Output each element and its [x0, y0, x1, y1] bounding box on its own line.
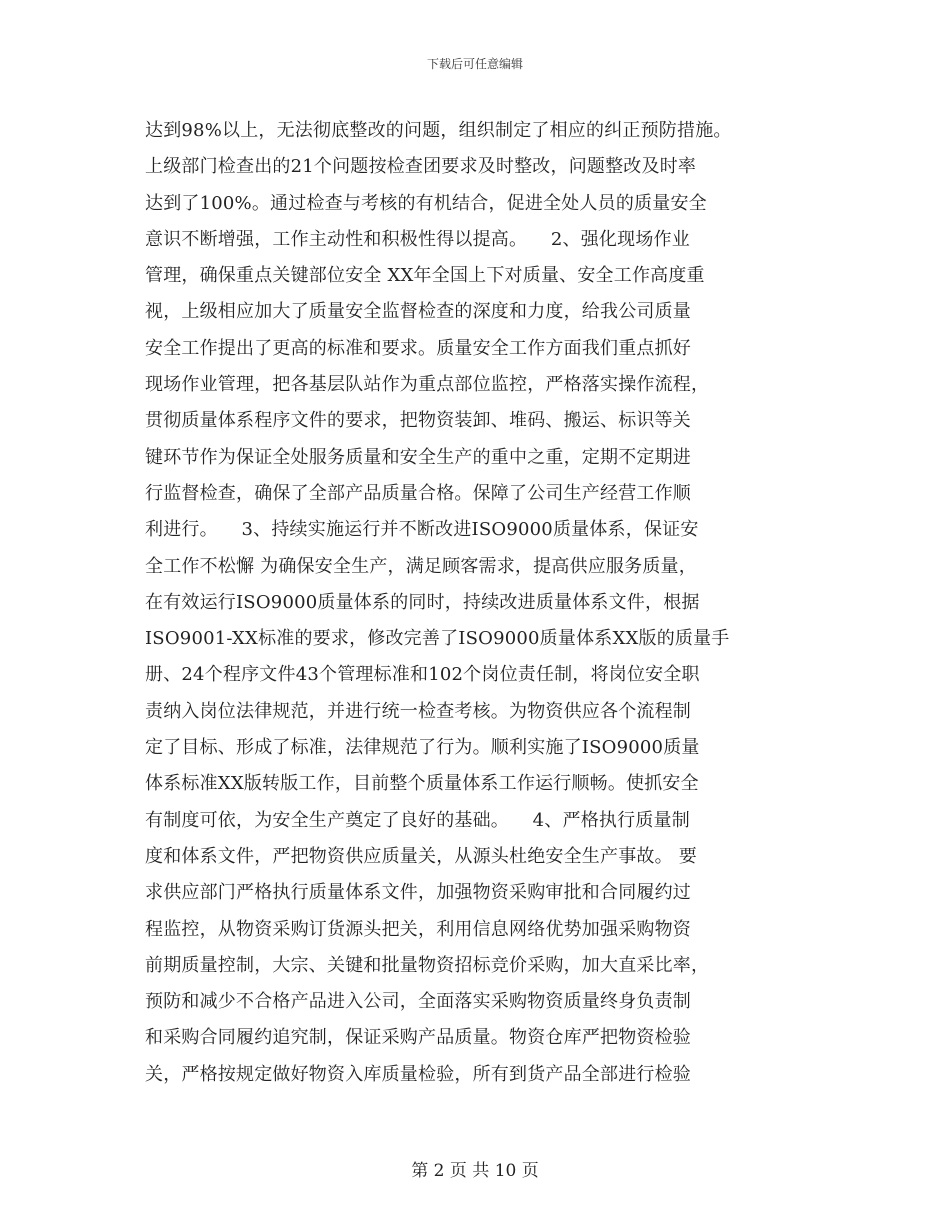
- body-line: 利进行。 3、持续实施运行并不断改进ISO9000质量体系，保证安: [145, 519, 699, 541]
- body-line: 意识不断增强，工作主动性和积极性得以提高。 2、强化现场作业: [145, 228, 690, 250]
- body-line: 程监控，从物资采购订货源头把关，利用信息网络优势加强采购物资: [145, 918, 691, 940]
- body-line: 现场作业管理，把各基层队站作为重点部位监控，严格落实操作流程，: [145, 374, 710, 396]
- body-line: 上级部门检查出的21个问题按检查团要求及时整改，问题整改及时率: [145, 156, 697, 178]
- body-line: 视，上级相应加大了质量安全监督检查的深度和力度，给我公司质量: [145, 301, 691, 323]
- document-body: [145, 113, 815, 1093]
- body-line: 册、24个程序文件43个管理标准和102个岗位责任制，将岗位安全职: [145, 664, 700, 686]
- body-line: 求供应部门严格执行质量体系文件，加强物资采购审批和合同履约过: [145, 882, 691, 904]
- body-line: 安全工作提出了更高的标准和要求。质量安全工作方面我们重点抓好: [145, 337, 691, 359]
- body-line: 前期质量控制，大宗、关键和批量物资招标竞价采购，加大直采比率，: [145, 954, 710, 976]
- body-line: 键环节作为保证全处服务质量和安全生产的重中之重，定期不定期进: [145, 446, 691, 468]
- body-line: 有制度可依，为安全生产奠定了良好的基础。 4、严格执行质量制: [145, 809, 690, 831]
- body-line: 行监督检查，确保了全部产品质量合格。保障了公司生产经营工作顺: [145, 482, 691, 504]
- page-number-footer: 第 2 页 共 10 页: [411, 1161, 539, 1181]
- body-line: 体系标准XX版转版工作，目前整个质量体系工作运行顺畅。使抓安全: [145, 773, 699, 795]
- body-line: 贯彻质量体系程序文件的要求，把物资装卸、堆码、搬运、标识等关: [145, 410, 691, 432]
- body-line: ISO9001-XX标准的要求，修改完善了ISO9000质量体系XX版的质量手: [145, 628, 730, 650]
- body-line: 达到了100%。通过检查与考核的有机结合，促进全处人员的质量安全: [145, 192, 707, 214]
- body-line: 度和体系文件，严把物资供应质量关，从源头杜绝安全生产事故。 要: [145, 845, 697, 867]
- body-line: 达到98%以上，无法彻底整改的问题，组织制定了相应的纠正预防措施。: [145, 120, 732, 141]
- body-line: 预防和减少不合格产品进入公司，全面落实采购物资质量终身负责制: [145, 991, 691, 1013]
- body-line: 管理，确保重点关键部位安全 XX年全国上下对质量、安全工作高度重: [145, 265, 705, 287]
- body-line: 在有效运行ISO9000质量体系的同时，持续改进质量体系文件，根据: [145, 591, 700, 613]
- page-header: 下载后可任意编辑: [426, 57, 523, 71]
- body-line: 定了目标、形成了标准，法律规范了行为。顺利实施了ISO9000质量: [145, 737, 700, 759]
- body-line: 和采购合同履约追究制，保证采购产品质量。物资仓库严把物资检验: [145, 1027, 691, 1049]
- body-line: 责纳入岗位法律规范，并进行统一检查考核。为物资供应各个流程制: [145, 700, 691, 722]
- body-line: 关，严格按规定做好物资入库质量检验，所有到货产品全部进行检验: [145, 1063, 691, 1085]
- body-line: 全工作不松懈 为确保安全生产，满足顾客需求，提高供应服务质量，: [145, 555, 697, 577]
